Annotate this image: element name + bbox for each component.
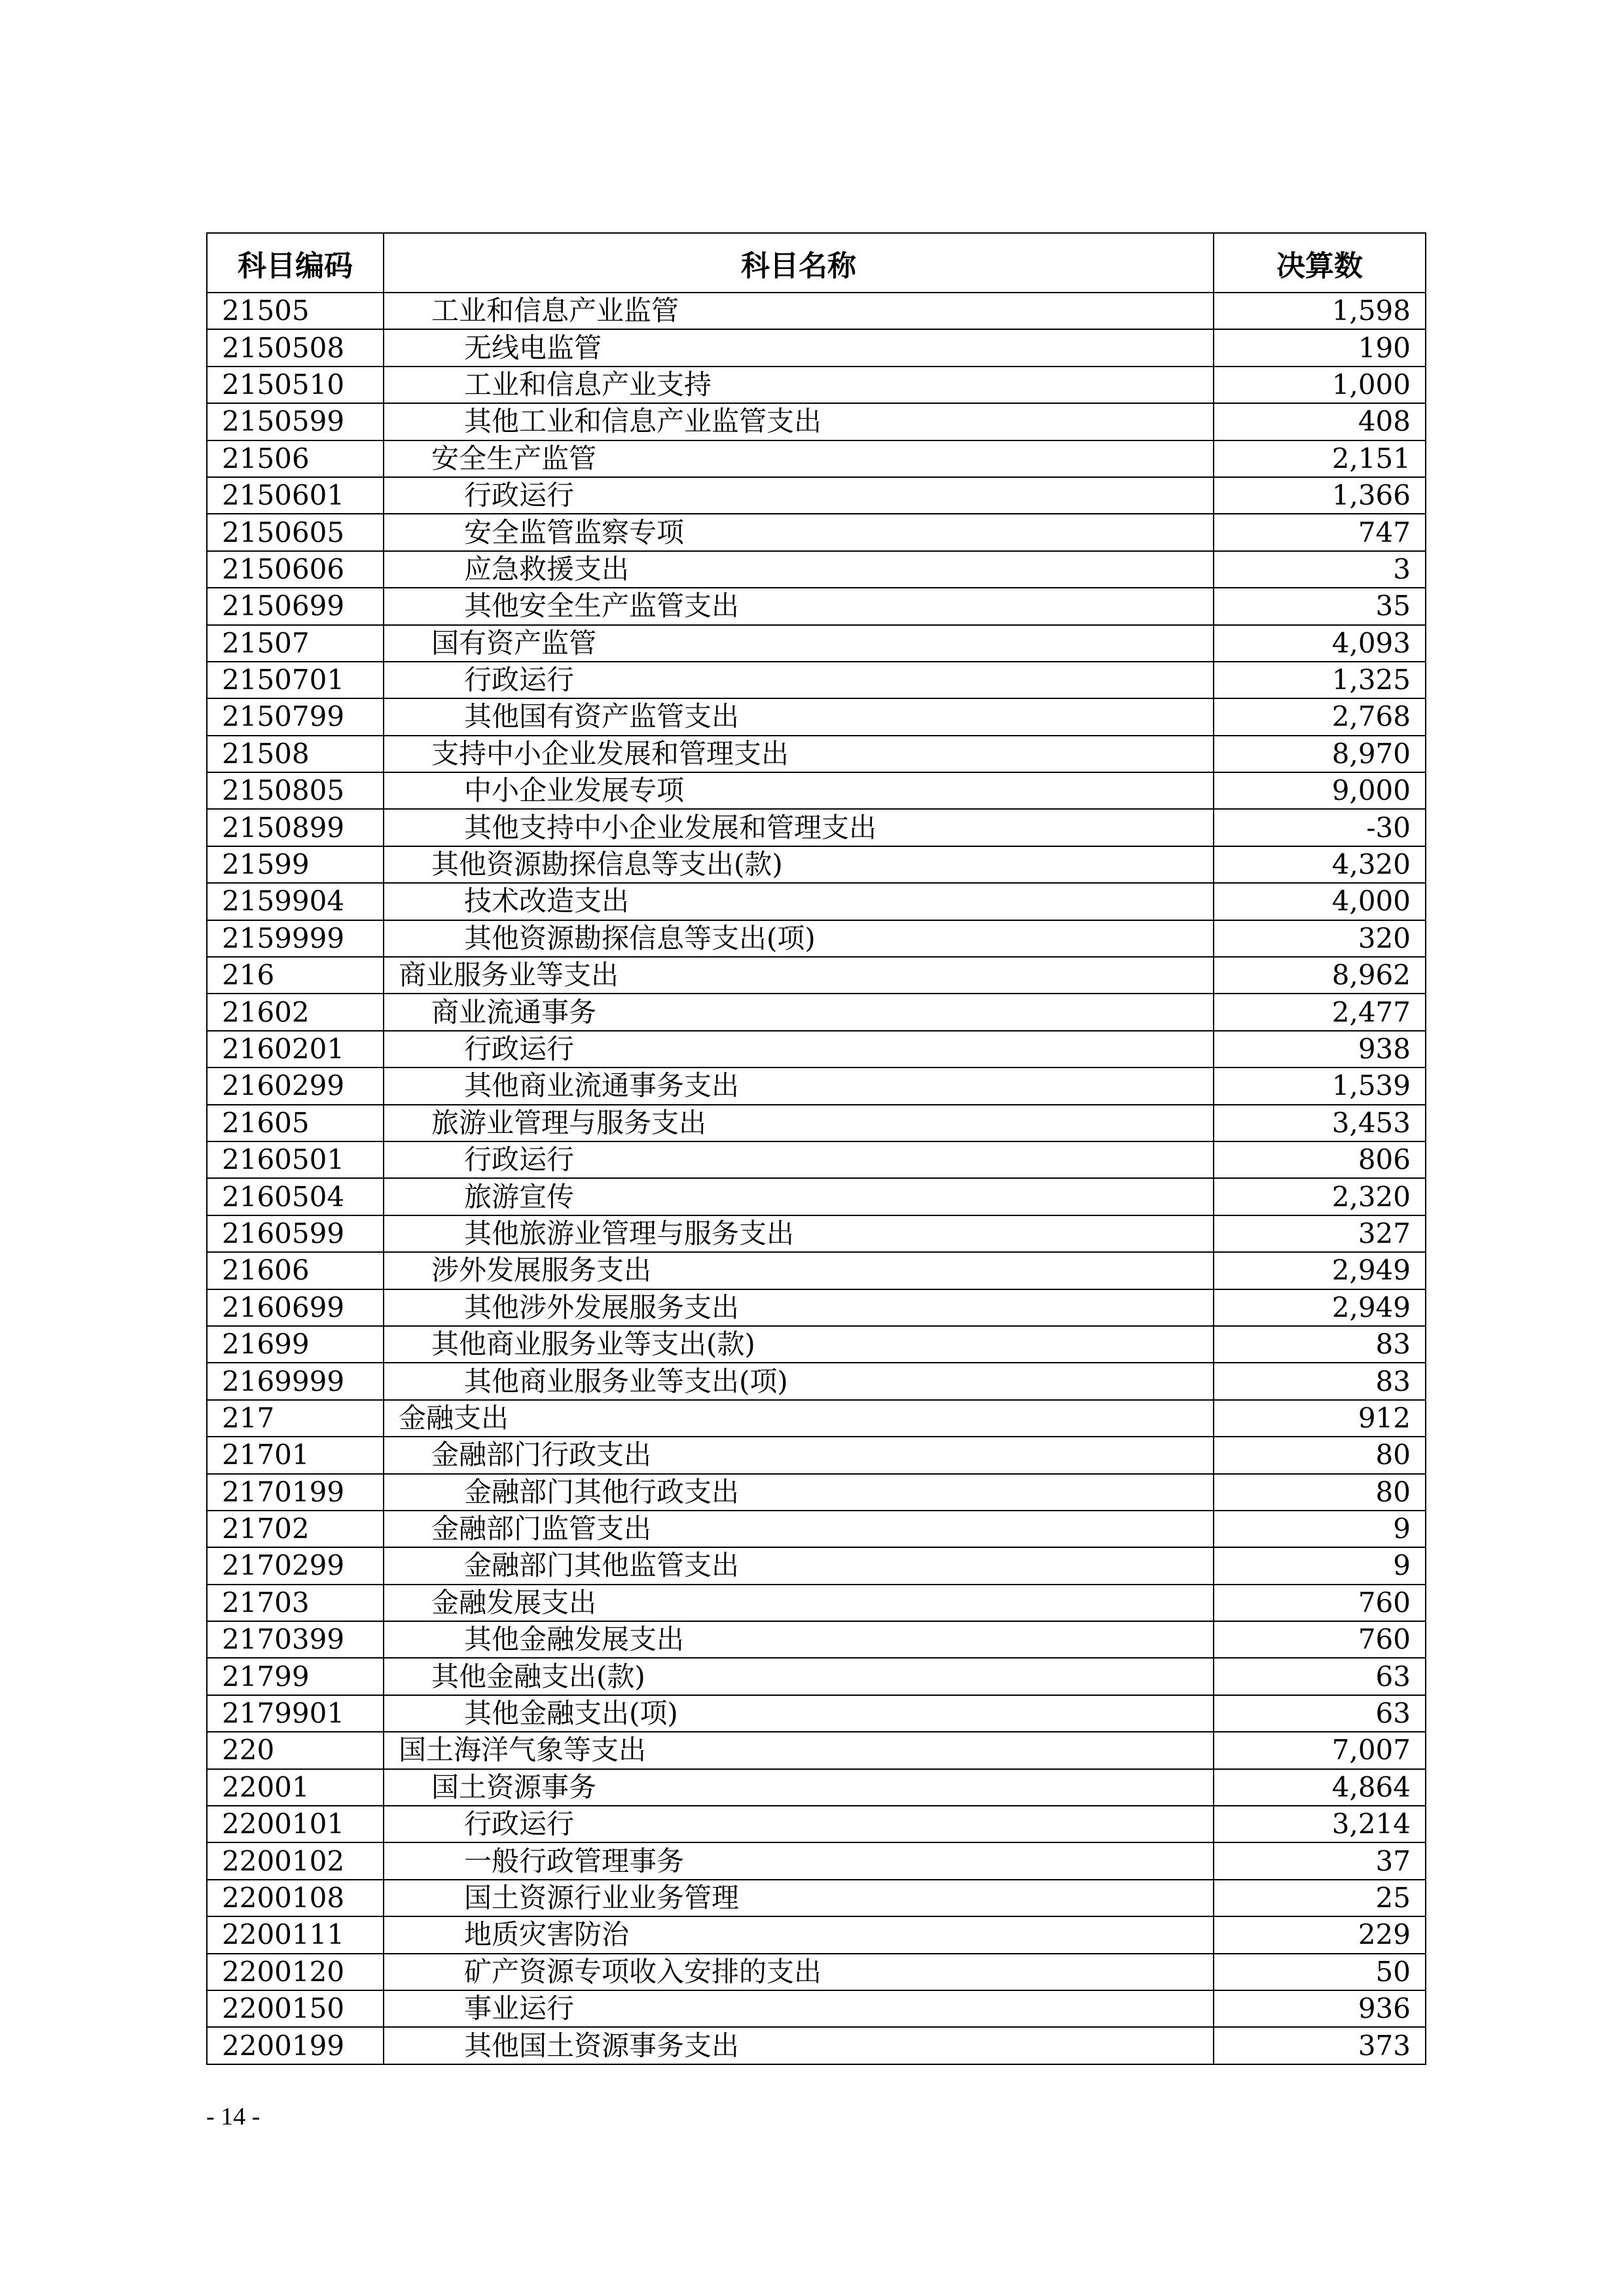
subject-name-cell: 金融部门其他行政支出	[384, 1474, 1214, 1511]
final-amount-cell: 37	[1214, 1842, 1426, 1879]
subject-name-cell: 金融支出	[384, 1400, 1214, 1437]
subject-code-cell: 2200111	[207, 1916, 384, 1953]
table-row	[207, 846, 1426, 883]
subject-name-cell: 其他工业和信息产业监管支出	[384, 403, 1214, 440]
subject-code-cell: 21702	[207, 1511, 384, 1547]
table-row	[207, 1585, 1426, 1621]
table-row	[207, 1141, 1426, 1178]
subject-code-cell: 2150899	[207, 809, 384, 846]
table-row	[207, 1105, 1426, 1141]
table-row	[207, 1842, 1426, 1879]
subject-code-cell: 2150508	[207, 329, 384, 366]
final-amount-cell: 938	[1214, 1031, 1426, 1067]
final-amount-cell: 747	[1214, 514, 1426, 550]
subject-name-cell: 商业流通事务	[384, 994, 1214, 1030]
table-row	[207, 1769, 1426, 1806]
subject-name-cell: 国土资源行业业务管理	[384, 1880, 1214, 1916]
table-row	[207, 1880, 1426, 1916]
table-row	[207, 1437, 1426, 1473]
subject-code-cell: 21799	[207, 1658, 384, 1695]
subject-code-cell: 2150799	[207, 698, 384, 735]
table-row	[207, 1621, 1426, 1658]
table-row	[207, 2027, 1426, 2064]
table-row	[207, 477, 1426, 514]
table-row	[207, 293, 1426, 329]
final-amount-cell: 4,000	[1214, 883, 1426, 920]
table-row	[207, 1400, 1426, 1437]
subject-name-cell: 国土海洋气象等支出	[384, 1732, 1214, 1768]
final-amount-cell: 8,970	[1214, 736, 1426, 772]
table-row	[207, 957, 1426, 994]
subject-code-cell: 2179901	[207, 1695, 384, 1732]
subject-code-cell: 217	[207, 1400, 384, 1437]
subject-name-cell: 一般行政管理事务	[384, 1842, 1214, 1879]
final-amount-cell: 760	[1214, 1621, 1426, 1658]
final-amount-cell: 8,962	[1214, 957, 1426, 994]
table-row	[207, 1067, 1426, 1104]
final-amount-cell: 1,325	[1214, 662, 1426, 698]
subject-name-cell: 其他支持中小企业发展和管理支出	[384, 809, 1214, 846]
subject-name-cell: 金融部门行政支出	[384, 1437, 1214, 1473]
final-amount-cell: 2,949	[1214, 1289, 1426, 1326]
subject-code-cell: 2150605	[207, 514, 384, 550]
subject-name-cell: 地质灾害防治	[384, 1916, 1214, 1953]
final-amount-cell: 4,864	[1214, 1769, 1426, 1806]
subject-name-cell: 其他商业流通事务支出	[384, 1067, 1214, 1104]
subject-name-cell: 其他商业服务业等支出(款)	[384, 1326, 1214, 1363]
subject-name-cell: 应急救援支出	[384, 551, 1214, 588]
table-row	[207, 440, 1426, 477]
final-amount-cell: 4,093	[1214, 625, 1426, 662]
header-subject-code: 科目编码	[207, 233, 384, 293]
table-row	[207, 883, 1426, 920]
final-amount-cell: 4,320	[1214, 846, 1426, 883]
subject-name-cell: 矿产资源专项收入安排的支出	[384, 1954, 1214, 1990]
subject-name-cell: 行政运行	[384, 1806, 1214, 1842]
subject-name-cell: 支持中小企业发展和管理支出	[384, 736, 1214, 772]
final-amount-cell: 2,949	[1214, 1252, 1426, 1289]
table-row	[207, 588, 1426, 624]
subject-name-cell: 其他金融支出(项)	[384, 1695, 1214, 1732]
final-amount-cell: 229	[1214, 1916, 1426, 1953]
subject-name-cell: 其他资源勘探信息等支出(项)	[384, 920, 1214, 957]
subject-code-cell: 2150805	[207, 772, 384, 809]
subject-code-cell: 2150699	[207, 588, 384, 624]
table-row	[207, 1252, 1426, 1289]
subject-name-cell: 国有资产监管	[384, 625, 1214, 662]
subject-name-cell: 其他金融支出(款)	[384, 1658, 1214, 1695]
final-amount-cell: 327	[1214, 1215, 1426, 1252]
final-amount-cell: 2,320	[1214, 1178, 1426, 1215]
subject-name-cell: 安全监管监察专项	[384, 514, 1214, 550]
subject-name-cell: 行政运行	[384, 1141, 1214, 1178]
table-row	[207, 551, 1426, 588]
final-amount-cell: 9,000	[1214, 772, 1426, 809]
final-amount-cell: 373	[1214, 2027, 1426, 2064]
subject-code-cell: 2200199	[207, 2027, 384, 2064]
table-row	[207, 1806, 1426, 1842]
subject-code-cell: 2170299	[207, 1547, 384, 1584]
final-amount-cell: 806	[1214, 1141, 1426, 1178]
table-row	[207, 329, 1426, 366]
subject-code-cell: 2200108	[207, 1880, 384, 1916]
subject-code-cell: 2160699	[207, 1289, 384, 1326]
table-row	[207, 1916, 1426, 1953]
subject-code-cell: 2200102	[207, 1842, 384, 1879]
final-amount-cell: 7,007	[1214, 1732, 1426, 1768]
subject-code-cell: 2200150	[207, 1990, 384, 2027]
final-amount-cell: 760	[1214, 1585, 1426, 1621]
subject-code-cell: 2160501	[207, 1141, 384, 1178]
subject-code-cell: 2150599	[207, 403, 384, 440]
final-amount-cell: 2,477	[1214, 994, 1426, 1030]
table-row	[207, 1732, 1426, 1768]
header-final-amount: 决算数	[1214, 233, 1426, 293]
subject-name-cell: 金融发展支出	[384, 1585, 1214, 1621]
subject-name-cell: 商业服务业等支出	[384, 957, 1214, 994]
subject-name-cell: 行政运行	[384, 1031, 1214, 1067]
subject-name-cell: 涉外发展服务支出	[384, 1252, 1214, 1289]
final-amount-cell: 9	[1214, 1511, 1426, 1547]
subject-code-cell: 2150510	[207, 367, 384, 403]
subject-code-cell: 2170199	[207, 1474, 384, 1511]
subject-code-cell: 22001	[207, 1769, 384, 1806]
subject-code-cell: 2169999	[207, 1363, 384, 1399]
subject-code-cell: 21507	[207, 625, 384, 662]
subject-code-cell: 2160504	[207, 1178, 384, 1215]
page-number: - 14 -	[206, 2103, 261, 2130]
subject-code-cell: 21602	[207, 994, 384, 1030]
table-row	[207, 1215, 1426, 1252]
final-amount-cell: 1,598	[1214, 293, 1426, 329]
subject-name-cell: 金融部门其他监管支出	[384, 1547, 1214, 1584]
subject-name-cell: 工业和信息产业支持	[384, 367, 1214, 403]
subject-code-cell: 21605	[207, 1105, 384, 1141]
subject-name-cell: 旅游宣传	[384, 1178, 1214, 1215]
subject-name-cell: 其他金融发展支出	[384, 1621, 1214, 1658]
subject-code-cell: 220	[207, 1732, 384, 1768]
table-header-row	[207, 233, 1426, 293]
subject-code-cell: 21701	[207, 1437, 384, 1473]
subject-code-cell: 216	[207, 957, 384, 994]
table-row	[207, 698, 1426, 735]
subject-code-cell: 2170399	[207, 1621, 384, 1658]
final-amount-cell: 2,151	[1214, 440, 1426, 477]
table-row	[207, 1031, 1426, 1067]
subject-name-cell: 其他国有资产监管支出	[384, 698, 1214, 735]
final-amount-cell: 1,366	[1214, 477, 1426, 514]
table-row	[207, 809, 1426, 846]
final-amount-cell: 1,539	[1214, 1067, 1426, 1104]
subject-name-cell: 工业和信息产业监管	[384, 293, 1214, 329]
subject-name-cell: 无线电监管	[384, 329, 1214, 366]
subject-code-cell: 2160299	[207, 1067, 384, 1104]
subject-code-cell: 2200120	[207, 1954, 384, 1990]
subject-name-cell: 国土资源事务	[384, 1769, 1214, 1806]
final-amount-cell: 83	[1214, 1363, 1426, 1399]
final-amount-cell: 1,000	[1214, 367, 1426, 403]
table-row	[207, 736, 1426, 772]
subject-name-cell: 其他涉外发展服务支出	[384, 1289, 1214, 1326]
final-amount-cell: 63	[1214, 1658, 1426, 1695]
subject-name-cell: 其他商业服务业等支出(项)	[384, 1363, 1214, 1399]
subject-name-cell: 其他国土资源事务支出	[384, 2027, 1214, 2064]
subject-name-cell: 事业运行	[384, 1990, 1214, 2027]
final-amount-cell: 320	[1214, 920, 1426, 957]
table-row	[207, 772, 1426, 809]
final-amount-cell: 3	[1214, 551, 1426, 588]
subject-code-cell: 2159999	[207, 920, 384, 957]
table-row	[207, 367, 1426, 403]
final-amount-cell: 25	[1214, 1880, 1426, 1916]
final-amount-cell: -30	[1214, 809, 1426, 846]
subject-code-cell: 21699	[207, 1326, 384, 1363]
subject-code-cell: 2159904	[207, 883, 384, 920]
final-amount-cell: 936	[1214, 1990, 1426, 2027]
subject-name-cell: 行政运行	[384, 477, 1214, 514]
subject-name-cell: 其他安全生产监管支出	[384, 588, 1214, 624]
table-row	[207, 662, 1426, 698]
table-row	[207, 1474, 1426, 1511]
budget-table	[206, 232, 1426, 2065]
subject-name-cell: 旅游业管理与服务支出	[384, 1105, 1214, 1141]
subject-name-cell: 其他资源勘探信息等支出(款)	[384, 846, 1214, 883]
header-subject-name: 科目名称	[384, 233, 1214, 293]
table-row	[207, 514, 1426, 550]
subject-code-cell: 2200101	[207, 1806, 384, 1842]
table-row	[207, 1363, 1426, 1399]
table-row	[207, 1326, 1426, 1363]
table-row	[207, 1954, 1426, 1990]
table-row	[207, 403, 1426, 440]
subject-code-cell: 21703	[207, 1585, 384, 1621]
subject-code-cell: 2160599	[207, 1215, 384, 1252]
subject-code-cell: 21505	[207, 293, 384, 329]
table-row	[207, 1547, 1426, 1584]
table-row	[207, 625, 1426, 662]
subject-name-cell: 安全生产监管	[384, 440, 1214, 477]
table-body	[207, 293, 1426, 2064]
table-row	[207, 1178, 1426, 1215]
table-row	[207, 1990, 1426, 2027]
final-amount-cell: 9	[1214, 1547, 1426, 1584]
final-amount-cell: 2,768	[1214, 698, 1426, 735]
subject-code-cell: 2150606	[207, 551, 384, 588]
final-amount-cell: 408	[1214, 403, 1426, 440]
final-amount-cell: 190	[1214, 329, 1426, 366]
table-row	[207, 1658, 1426, 1695]
final-amount-cell: 80	[1214, 1474, 1426, 1511]
table-row	[207, 994, 1426, 1030]
final-amount-cell: 63	[1214, 1695, 1426, 1732]
final-amount-cell: 83	[1214, 1326, 1426, 1363]
table-row	[207, 1289, 1426, 1326]
subject-code-cell: 21599	[207, 846, 384, 883]
subject-name-cell: 行政运行	[384, 662, 1214, 698]
table-row	[207, 1695, 1426, 1732]
final-amount-cell: 912	[1214, 1400, 1426, 1437]
table-row	[207, 1511, 1426, 1547]
subject-code-cell: 21506	[207, 440, 384, 477]
subject-code-cell: 2150601	[207, 477, 384, 514]
table-row	[207, 920, 1426, 957]
subject-code-cell: 21508	[207, 736, 384, 772]
subject-code-cell: 21606	[207, 1252, 384, 1289]
subject-code-cell: 2160201	[207, 1031, 384, 1067]
subject-name-cell: 技术改造支出	[384, 883, 1214, 920]
subject-code-cell: 2150701	[207, 662, 384, 698]
subject-name-cell: 金融部门监管支出	[384, 1511, 1214, 1547]
final-amount-cell: 3,453	[1214, 1105, 1426, 1141]
final-amount-cell: 35	[1214, 588, 1426, 624]
final-amount-cell: 80	[1214, 1437, 1426, 1473]
final-amount-cell: 50	[1214, 1954, 1426, 1990]
final-amount-cell: 3,214	[1214, 1806, 1426, 1842]
subject-name-cell: 中小企业发展专项	[384, 772, 1214, 809]
subject-name-cell: 其他旅游业管理与服务支出	[384, 1215, 1214, 1252]
